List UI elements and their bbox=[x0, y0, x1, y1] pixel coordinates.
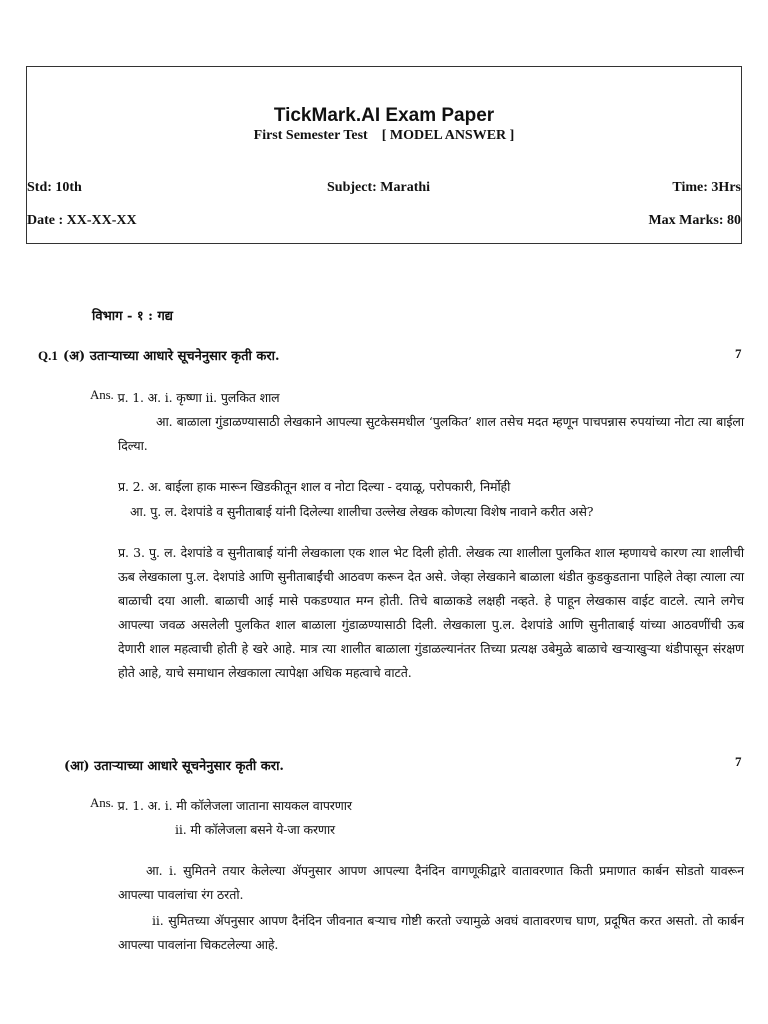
answer-label: Ans. bbox=[90, 387, 114, 402]
answer-paragraph: आ. i. सुमितने तयार केलेल्या ॲपनुसार आपण आपल्या दैनंदिन वागणूकीद्वारे वातावरणात किती प्रमाणात कार्बन सोडतो यावरून आपल्या पावलांचा रंग ठरतो. bbox=[118, 863, 744, 902]
date-label: Date : XX-XX-XX bbox=[27, 213, 137, 228]
question-1b-instruction: (आ) उताऱ्याच्या आधारे सूचनेनुसार कृती करा. bbox=[64, 759, 284, 774]
exam-subtitle: First Semester Test [ MODEL ANSWER ] bbox=[253, 128, 515, 143]
section-heading: विभाग - १ : गद्य bbox=[92, 309, 173, 324]
answer-label: Ans. bbox=[90, 795, 114, 810]
answer-line: ii. मी कॉलेजला बसने ये-जा करणार bbox=[175, 822, 336, 837]
exam-title: TickMark.AI Exam Paper bbox=[273, 105, 495, 126]
answer-paragraph: ii. सुमितच्या ॲपनुसार आपण दैनंदिन जीवनात बऱ्याच गोष्टी करतो ज्यामुळे अवघं वातावरणच घाण, प्रदूषित करत असतो. तो कार्बन आपल्या पावलांना चिकटलेल्या आहे. bbox=[118, 913, 744, 952]
answer-line bbox=[90, 795, 352, 814]
answer-text: प्र. 1. अ. i. मी कॉलेजला जाताना सायकल वापरणार bbox=[117, 798, 352, 813]
standard-label: Std: 10th bbox=[27, 180, 82, 195]
answer-text: प्र. 1. अ. i. कृष्णा ii. पुलकित शाल bbox=[117, 390, 280, 405]
question-instruction: (अ) उताऱ्याच्या आधारे सूचनेनुसार कृती करा. bbox=[62, 349, 280, 364]
answer-paragraph: प्र. 3. पु. ल. देशपांडे व सुनीताबाई यांनी लेखकाला एक शाल भेट दिली होती. लेखक त्या शालीला पुलकित शाल म्हणायचे कारण त्या शालीची ऊब लेखकाला पु.ल. देशपांडे आणि सुनीताबाईंची आठवण करून देत असे. जेव्हा लेखकाने बाळाला थंडीत कुडकुडताना पाहिले तेव्हा त्याला त्या बाळाची दया आली. बाळाची आई मासे पकडण्यात मग्न होती. तिचे बाळाकडे लक्षही नव्हते. हे पाहून लेखकास वाईट वाटले. त्याने लगेच आपल्या जवळ असलेली पुलकित शाल बाळाला गुंडाळण्यासाठी दिली. लेखकाला पु.ल. देशपांडे आणि सुनीताबाई यांच्या आठवणींची ऊब देणारी शाल महत्वाची होती हे खरे आहे. मात्र त्या शालीत बाळाला गुंडाळल्यानंतर तिच्या प्रत्यक्ष उबेमुळे बाळाचे खऱ्याखुऱ्या थंडीपासून संरक्षण होते आहे, याचे समाधान लेखकाला त्यापेक्षा अधिक महत्वाचे वाटते. bbox=[118, 545, 744, 680]
question-marks: 7 bbox=[735, 346, 742, 361]
answer-line: प्र. 2. अ. बाईला हाक मारून खिडकीतून शाल व नोटा दिल्या - दयाळू, परोपकारी, निर्मोही bbox=[118, 479, 511, 494]
answer-line bbox=[90, 387, 280, 406]
answer-line: आ. पु. ल. देशपांडे व सुनीताबाई यांनी दिलेल्या शालीचा उल्लेख लेखक कोणत्या विशेष नावाने करीत असे? bbox=[130, 504, 594, 519]
subject-label: Subject: Marathi bbox=[327, 180, 431, 195]
answer-paragraph: आ. बाळाला गुंडाळण्यासाठी लेखकाने आपल्या सुटकेसमधील ‘पुलकित’ शाल तसेच मदत म्हणून पाचपन्नास रुपयांच्या नोटा त्या बाईला दिल्या. bbox=[118, 414, 744, 453]
question-number: Q.1 bbox=[38, 348, 58, 363]
question-1a-header bbox=[38, 345, 280, 364]
exam-header-box bbox=[26, 66, 742, 244]
question-marks: 7 bbox=[735, 754, 742, 769]
time-label: Time: 3Hrs bbox=[672, 180, 741, 195]
max-marks-label: Max Marks: 80 bbox=[648, 213, 741, 228]
